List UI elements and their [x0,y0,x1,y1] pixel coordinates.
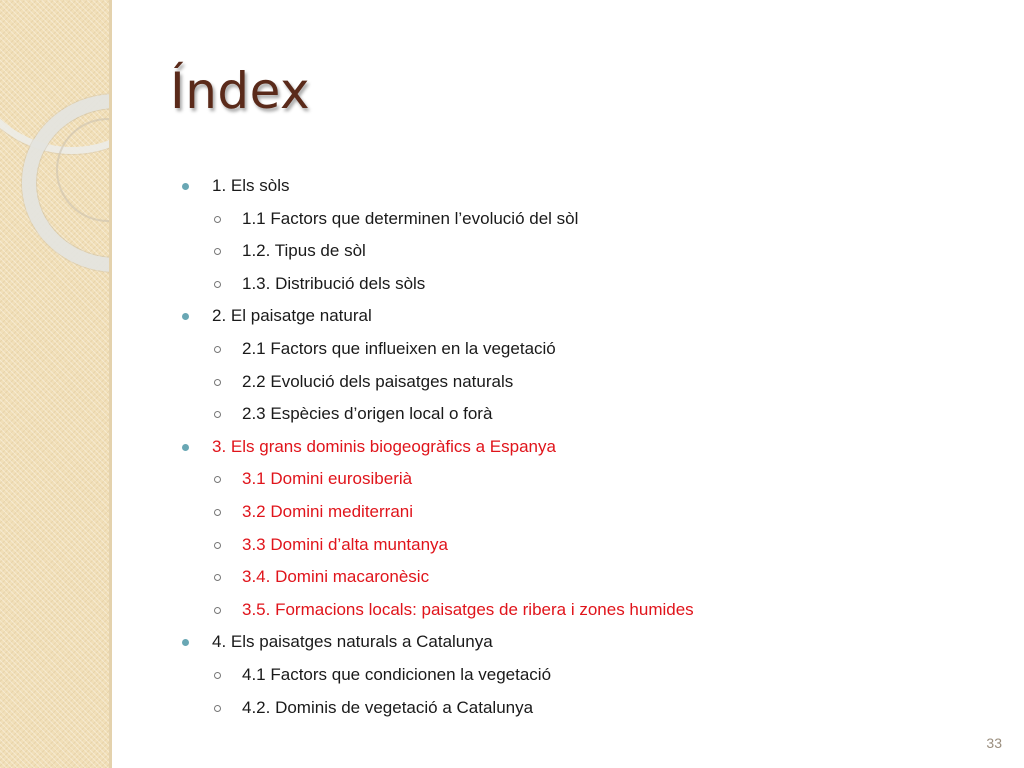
toc-subsection-item [180,594,694,627]
bullet-circle-icon [214,411,221,418]
toc-item-text: 1.2. Tipus de sòl [242,241,366,261]
bullet-dot-icon [182,313,189,320]
toc-item-text: 2.3 Espècies d’origen local o forà [242,404,493,424]
toc-subsection-item [180,398,694,431]
page-number: 33 [986,735,1002,751]
toc-subsection-item [180,529,694,562]
bullet-circle-icon [214,705,221,712]
slide-title: Índex [170,62,311,120]
bullet-dot-icon [182,444,189,451]
toc-item-text: 1. Els sòls [212,176,290,195]
toc-item-text: 3.4. Domini macaronèsic [242,567,430,587]
toc-subsection-item [180,268,694,301]
bullet-circle-icon [214,248,221,255]
toc-subsection-item [180,692,694,725]
toc-section-item [180,626,694,659]
toc-item-text: 1.1 Factors que determinen l’evolució del sòl [242,208,579,228]
toc-item-text: 2.1 Factors que influeixen en la vegetació [242,338,556,358]
toc-subsection-item [180,496,694,529]
bullet-circle-icon [214,672,221,679]
bullet-circle-icon [214,281,221,288]
bullet-circle-icon [214,542,221,549]
table-of-contents [180,170,694,724]
toc-subsection-item [180,366,694,399]
bullet-circle-icon [214,216,221,223]
bullet-dot-icon [182,639,189,646]
toc-item-text: 4. Els paisatges naturals a Catalunya [212,632,493,652]
bullet-circle-icon [214,509,221,516]
toc-section-item [180,431,694,464]
toc-subsection-item [180,203,694,236]
toc-item-text: 2.2 Evolució dels paisatges naturals [242,371,514,391]
toc-item-text: 1.3. Distribució dels sòls [242,273,426,293]
bullet-dot-icon [182,183,189,190]
bullet-circle-icon [214,379,221,386]
toc-item-text: 3. Els grans dominis biogeogràfics a Espanya [212,436,556,456]
toc-item-text: 3.1 Domini eurosiberià [242,469,413,489]
toc-item-text: 4.1 Factors que condicionen la vegetació [242,664,552,684]
toc-item-text: 3.5. Formacions locals: paisatges de ribera i zones humides [242,599,694,619]
toc-section-item [180,170,694,203]
toc-item-text: 4.2. Dominis de vegetació a Catalunya [242,697,534,717]
bullet-circle-icon [214,574,221,581]
bullet-circle-icon [214,607,221,614]
toc-subsection-item [180,463,694,496]
toc-item-text: 2. El paisatge natural [212,306,372,326]
toc-subsection-item [180,561,694,594]
decorative-side-band [0,0,112,768]
bullet-circle-icon [214,476,221,483]
toc-section-item [180,300,694,333]
bullet-circle-icon [214,346,221,353]
toc-item-text: 3.3 Domini d’alta muntanya [242,534,449,554]
toc-subsection-item [180,333,694,366]
toc-subsection-item [180,235,694,268]
toc-item-text: 3.2 Domini mediterrani [242,501,414,521]
toc-subsection-item [180,659,694,692]
